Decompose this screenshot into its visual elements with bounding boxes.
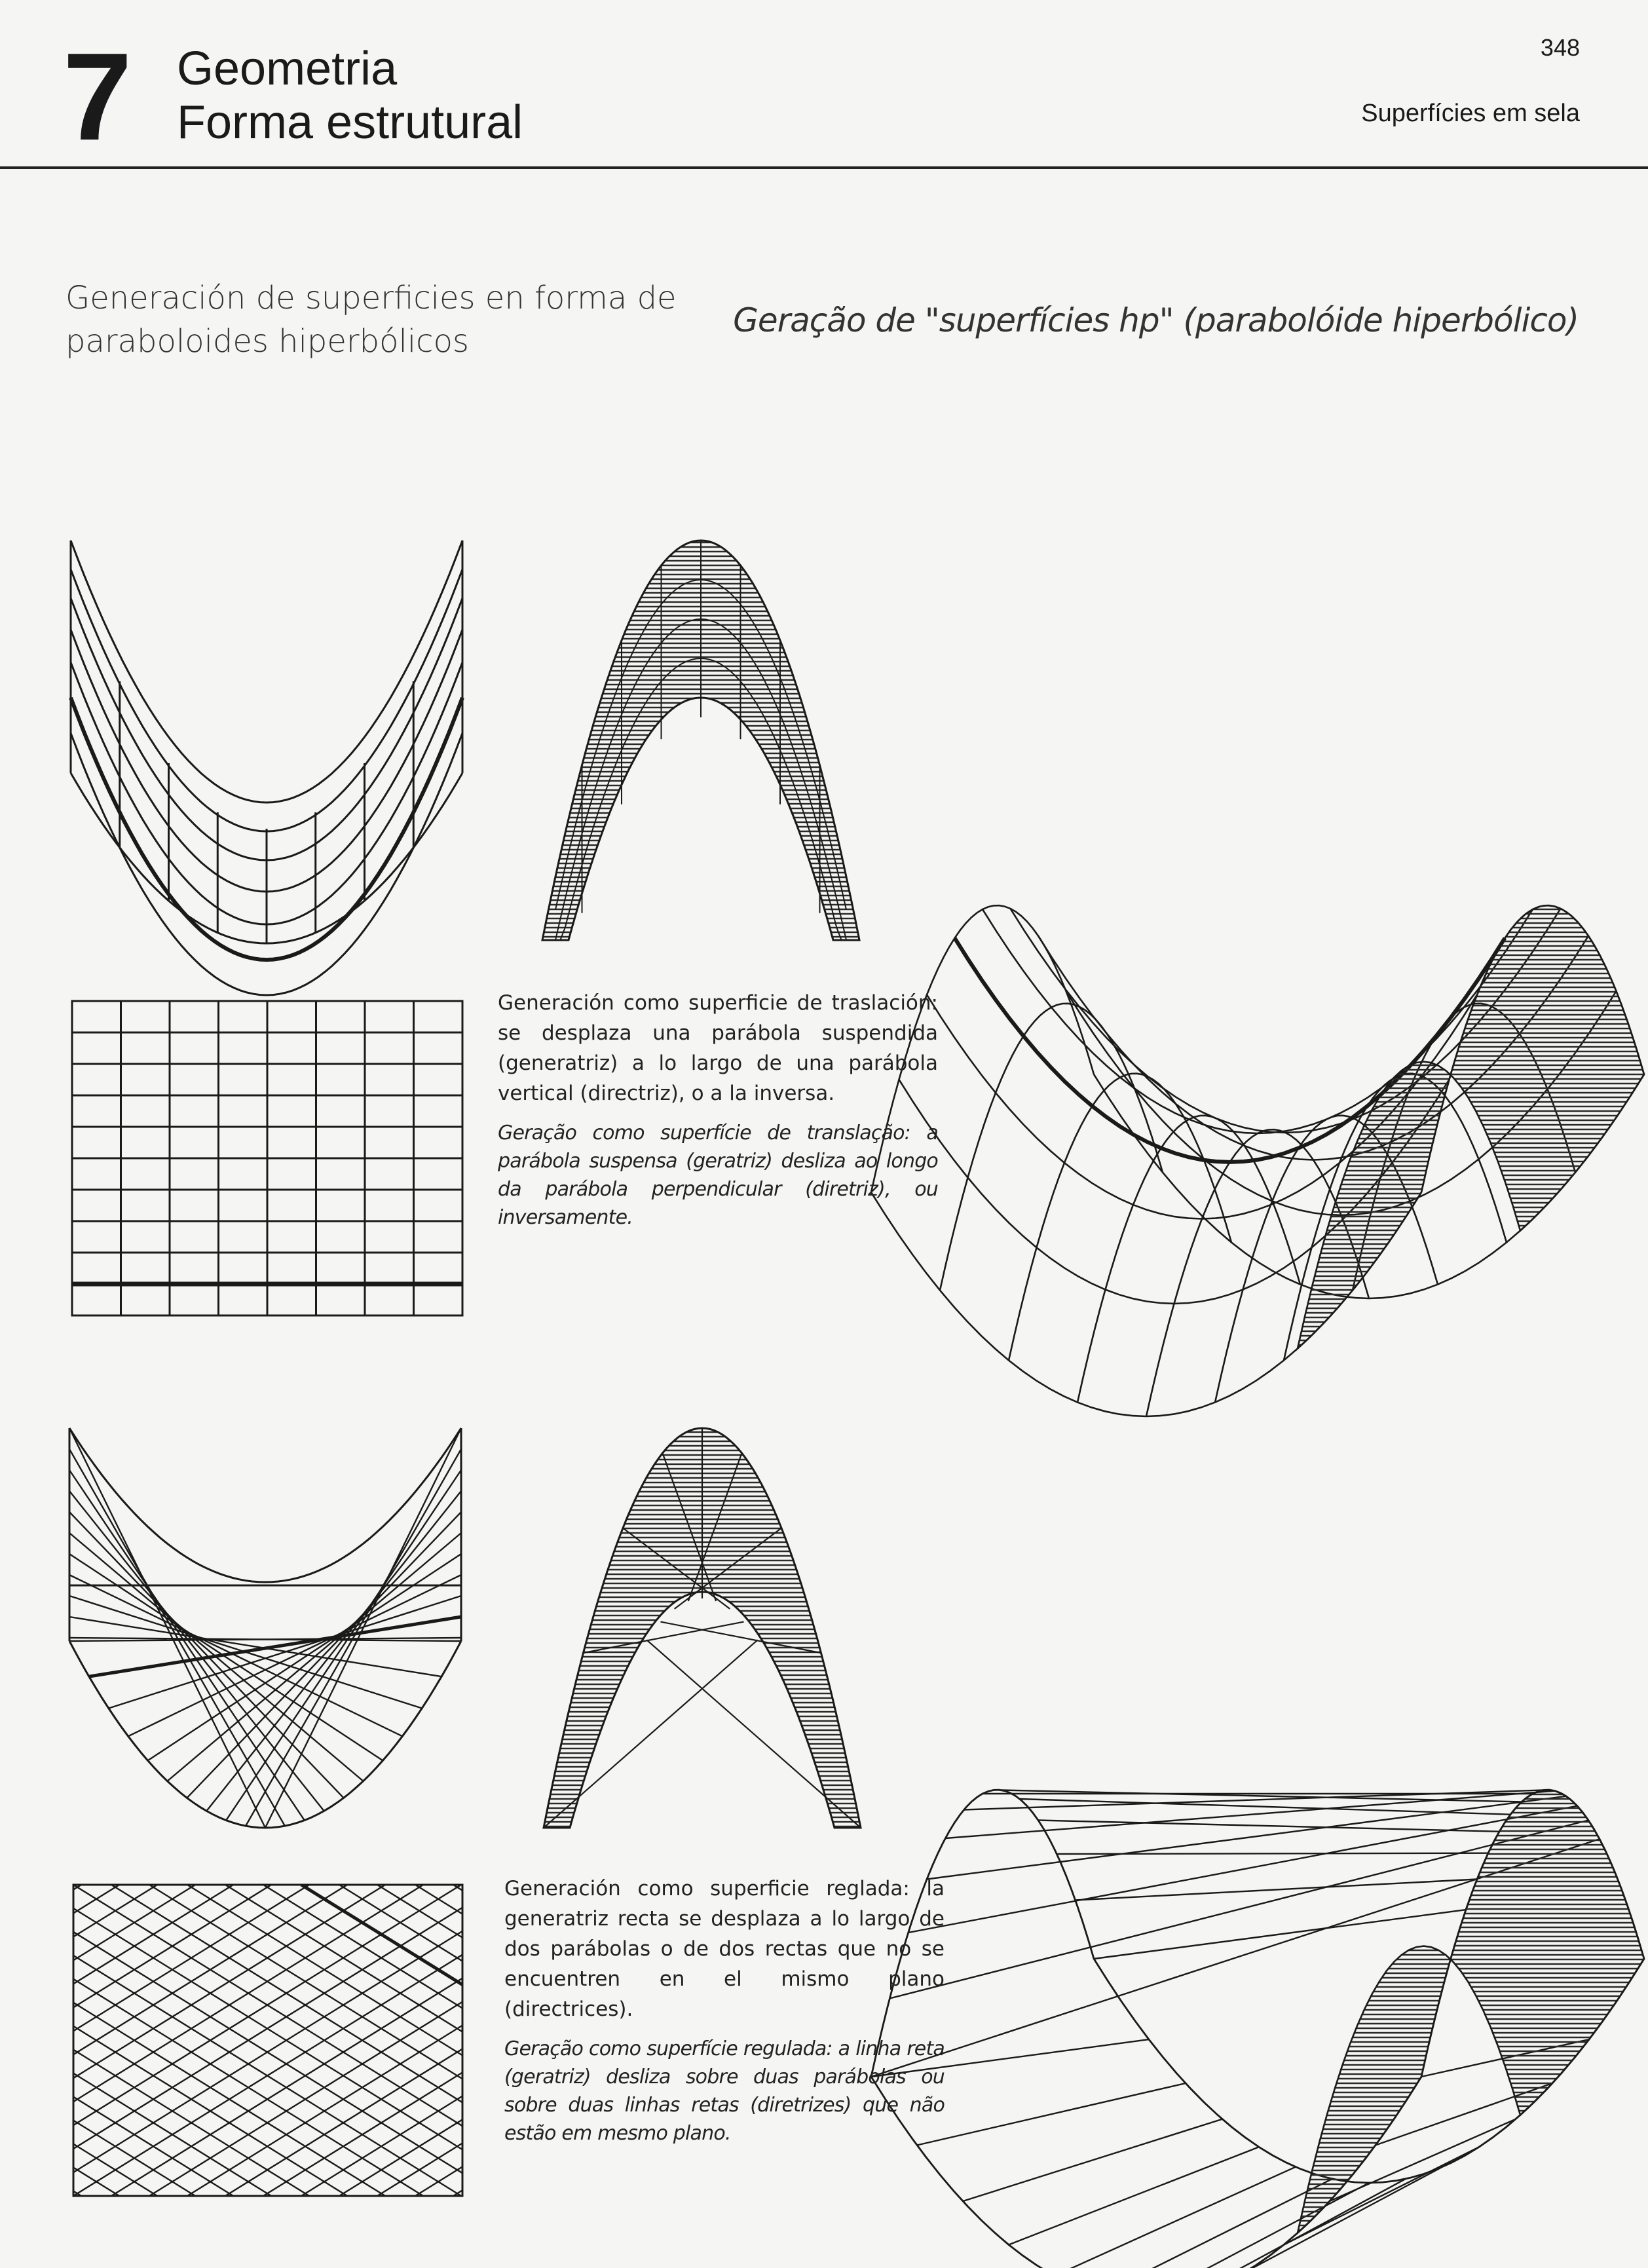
saddle-hatched-face (1298, 1790, 1644, 2233)
lattice-line (0, 1885, 81, 2196)
chapter-title-line2: Forma estrutural (177, 96, 523, 149)
u-curve (71, 598, 462, 860)
caption-translation-es: Generación como superficie de traslación: se desplaza una parábola suspendida (generatriz) a lo largo de una parábola vertical (directriz), o a la inversa. (498, 991, 938, 1105)
ruled-side-elevation (544, 1428, 861, 1828)
saddle-generator (917, 2083, 1186, 2145)
u-curve (71, 569, 462, 831)
page-number: 348 (1540, 34, 1580, 61)
lattice-line (0, 1885, 81, 2196)
chapter-title-line1: Geometria (177, 43, 398, 95)
plan-frame (73, 1885, 462, 2196)
chapter-number: 7 (63, 28, 130, 166)
caption-ruled (504, 1874, 945, 2147)
translation-front-elevation (71, 540, 462, 995)
lattice-line (0, 1885, 233, 2196)
caption-translation-pt: Geração como superfície de translação: a parábola suspensa (geratriz) desliza ao longo da parábola perpendicular (diretriz), ou inversamente. (498, 1122, 938, 1229)
lattice-line (0, 1885, 461, 2196)
lattice-line (0, 1885, 43, 2196)
ruled-generator (69, 1617, 441, 1676)
caption-translation (498, 988, 938, 1232)
saddle-generator (927, 1796, 1566, 1880)
lattice-line (0, 1885, 385, 2196)
translation-plan-grid (72, 1001, 462, 1315)
saddle-generator (1009, 2147, 1259, 2244)
saddle-v-curve (940, 1004, 1163, 1291)
ruled-generator (69, 1575, 402, 1736)
saddle-generator (1100, 2179, 1332, 2268)
caption-ruled-es: Generación como superficie reglada: la generatriz recta se desplaza a lo largo de dos parábolas o de dos rectas que no se encuentren en el mismo plano (directrices). (504, 1877, 945, 2021)
translation-perspective-saddle (871, 905, 1644, 1416)
caption-ruled-pt: Geração como superfície regulada: a linha reta (geratriz) desliza sobre duas parábolas ou sobre duas linhas retas (diretrizes) que não estão em mesmo plano. (504, 2037, 945, 2145)
lattice-line (0, 1885, 119, 2196)
ruled-generator (128, 1575, 461, 1736)
ruled-generator (69, 1470, 305, 1821)
saddle-generator (1057, 1853, 1488, 1854)
ruled-perspective-saddle (871, 1790, 1644, 2268)
subtitle-spanish: Generación de superficies en forma de paraboloides hiperbólicos (66, 280, 677, 360)
lattice-line (0, 1885, 461, 2196)
lattice-line (0, 1885, 43, 2196)
lattice-line (0, 1885, 119, 2196)
saddle-generator (1020, 1799, 1510, 1815)
ruled-generator (69, 1428, 265, 1828)
saddle-generator (963, 2119, 1222, 2201)
ruled-generator (226, 1470, 461, 1821)
translation-side-elevation (542, 540, 859, 940)
ruled-front-elevation (69, 1428, 461, 1828)
section-title: Superfícies em sela (1361, 100, 1580, 127)
saddle-generator (1055, 2167, 1296, 2268)
lattice-line (0, 1885, 385, 2196)
lattice-line (0, 1885, 233, 2196)
lattice-line (0, 1885, 5, 2196)
ruled-generator (89, 1617, 461, 1676)
subtitle-portuguese: Geração de "superfícies hp" (parabolóide hiperbólico) (733, 301, 1579, 339)
lattice-line (0, 1885, 5, 2196)
ruled-generator (265, 1428, 461, 1828)
saddle-hatched-face (1298, 905, 1644, 1348)
